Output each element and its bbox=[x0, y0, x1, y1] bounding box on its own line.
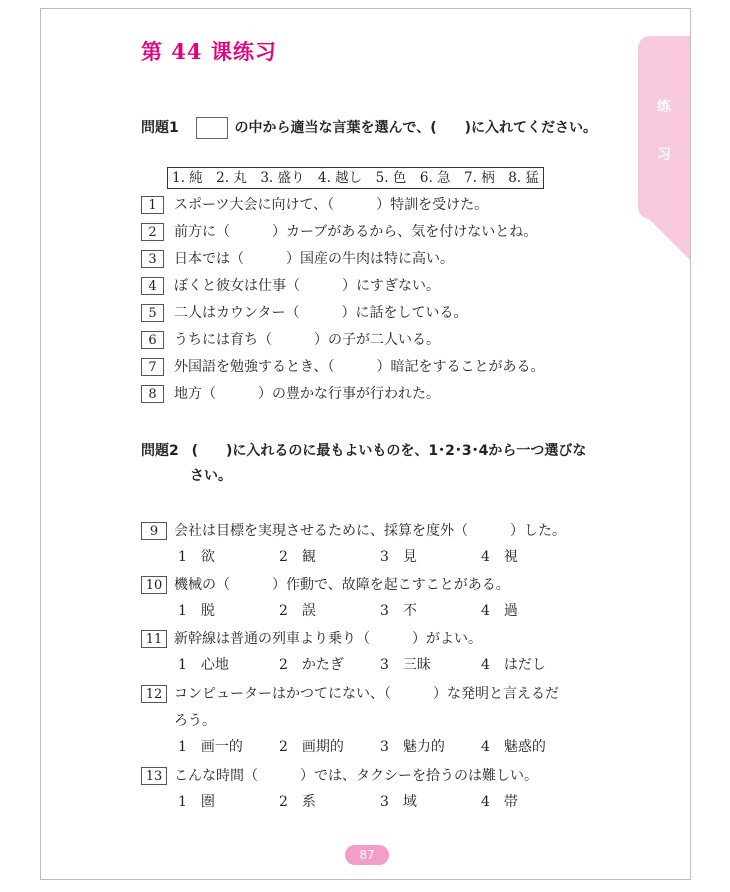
answer-option: 3 域 bbox=[380, 794, 417, 810]
answer-option: 4 はだし bbox=[481, 657, 546, 673]
exercise-item bbox=[141, 302, 467, 324]
item-text: 外国語を勉強するとき、（ ）暗記をすることがある。 bbox=[174, 359, 545, 375]
exercise-item bbox=[141, 356, 544, 378]
exercise-item bbox=[141, 248, 454, 270]
item-text: 機械の（ ）作動で、故障を起こすことがある。 bbox=[174, 577, 510, 593]
answer-option: 1 圏 bbox=[178, 794, 215, 810]
item-text: こんな時間（ ）では、タクシーを拾うのは難しい。 bbox=[174, 768, 538, 784]
exercise-item bbox=[141, 628, 482, 650]
item-text: 日本では（ ）国産の牛肉は特に高い。 bbox=[174, 251, 454, 267]
item-number: 12 bbox=[141, 685, 167, 703]
answer-option: 4 魅惑的 bbox=[481, 739, 546, 755]
item-number: 2 bbox=[141, 223, 164, 241]
question-2-instruction: ( )に入れるのに最もよいものを、1･2･3･4から一つ選びな bbox=[191, 443, 587, 459]
item-text: 前方に（ ）カーブがあるから、気を付けないとね。 bbox=[174, 224, 538, 240]
choice-box: 1. 純 2. 丸 3. 盛り 4. 越し 5. 色 6. 急 7. 柄 8. 猛 bbox=[167, 167, 544, 189]
exercise-item bbox=[141, 683, 559, 705]
answer-option: 2 かたぎ bbox=[279, 657, 344, 673]
item-number: 1 bbox=[141, 196, 164, 214]
item-text: ぼくと彼女は仕事（ ）にすぎない。 bbox=[174, 278, 440, 294]
answer-option: 4 視 bbox=[481, 549, 518, 565]
answer-option: 4 過 bbox=[481, 603, 518, 619]
item-number: 6 bbox=[141, 331, 164, 349]
item-number: 13 bbox=[141, 767, 167, 785]
side-tab-char: 习 bbox=[657, 147, 671, 163]
question-2-instruction-cont: さい。 bbox=[190, 468, 232, 484]
answer-option: 2 画期的 bbox=[279, 739, 344, 755]
item-number: 11 bbox=[141, 630, 167, 648]
answer-option: 2 誤 bbox=[279, 603, 316, 619]
answer-option: 1 脱 bbox=[178, 603, 215, 619]
exercise-item bbox=[141, 329, 440, 351]
answer-option: 1 欲 bbox=[178, 549, 215, 565]
side-tab-tail bbox=[648, 218, 690, 260]
item-text: 二人はカウンター（ ）に話をしている。 bbox=[174, 305, 468, 321]
item-text: 地方（ ）の豊かな行事が行われた。 bbox=[174, 386, 440, 402]
side-tab-char: 练 bbox=[657, 99, 671, 115]
answer-option: 1 画一的 bbox=[178, 739, 243, 755]
exercise-item bbox=[141, 765, 538, 787]
item-number: 3 bbox=[141, 250, 164, 268]
answer-option: 3 三昧 bbox=[380, 657, 431, 673]
answer-option: 3 魅力的 bbox=[380, 739, 445, 755]
item-text: 新幹線は普通の列車より乗り（ ）がよい。 bbox=[174, 631, 482, 647]
item-number: 10 bbox=[141, 576, 167, 594]
item-number: 5 bbox=[141, 304, 164, 322]
exercise-item bbox=[141, 520, 566, 542]
exercise-item bbox=[141, 275, 440, 297]
item-text: スポーツ大会に向けて、（ ）特訓を受けた。 bbox=[174, 197, 489, 213]
item-number: 8 bbox=[141, 385, 164, 403]
answer-option: 2 系 bbox=[279, 794, 316, 810]
blank-box bbox=[196, 117, 228, 139]
side-tab bbox=[638, 36, 690, 219]
exercise-item bbox=[141, 574, 510, 596]
item-text-cont: ろう。 bbox=[174, 713, 216, 729]
exercise-item bbox=[141, 221, 537, 243]
question-2-label: 問題2 bbox=[141, 443, 179, 459]
item-number: 7 bbox=[141, 358, 164, 376]
exercise-item bbox=[141, 194, 488, 216]
exercise-item bbox=[141, 383, 440, 405]
item-text: コンピューターはかつてにない、（ ）な発明と言えるだ bbox=[174, 686, 559, 702]
answer-option: 2 観 bbox=[279, 549, 316, 565]
page-number: 87 bbox=[345, 845, 389, 865]
answer-option: 3 見 bbox=[380, 549, 417, 565]
answer-option: 3 不 bbox=[380, 603, 417, 619]
answer-option: 1 心地 bbox=[178, 657, 229, 673]
lesson-title: 第 44 课练习 bbox=[141, 39, 277, 64]
item-text: 会社は目標を実現させるために、採算を度外（ ）した。 bbox=[174, 523, 566, 539]
question-1-heading bbox=[141, 117, 597, 139]
answer-option: 4 帯 bbox=[481, 794, 518, 810]
question-1-label: 問題1 bbox=[141, 120, 179, 136]
question-2-heading bbox=[141, 440, 586, 460]
question-1-instruction: の中から適当な言葉を選んで、( )に入れてください。 bbox=[234, 120, 598, 136]
item-number: 9 bbox=[141, 522, 167, 540]
item-number: 4 bbox=[141, 277, 164, 295]
item-text: うちには育ち（ ）の子が二人いる。 bbox=[174, 332, 440, 348]
